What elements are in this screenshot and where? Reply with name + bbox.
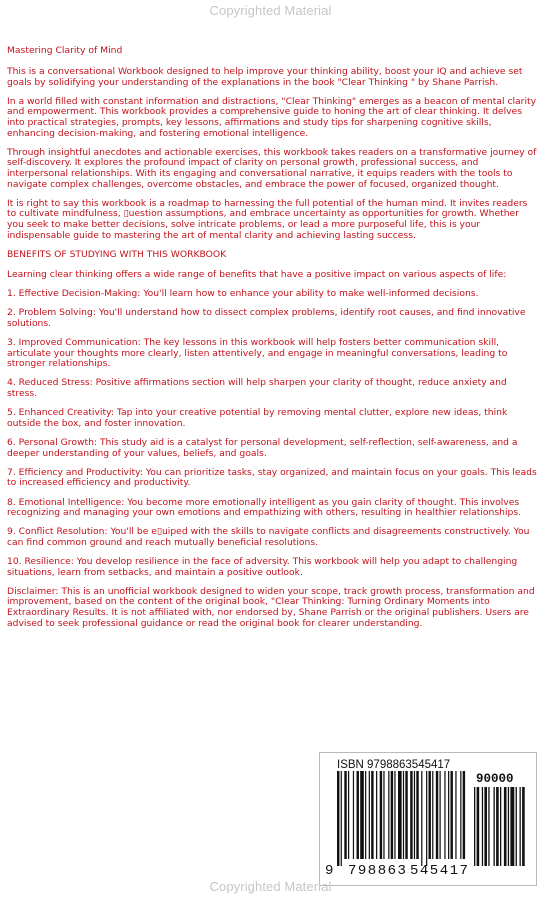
disclaimer-text: Disclaimer: This is an unofficial workbook designed to widen your scope, track growth process, transformation and improvement, based on the content of the original book, "Clear Thinking: Turning Ordinary Moments into Extraordinary Results. It is not affiliated with, nor endorsed by, Shane Parrish or the original publishers. Users are advised to seek professional guidance or read the original book for clearer understanding.	[7, 585, 535, 629]
copyright-watermark-top: Copyrighted Material	[209, 3, 332, 18]
barcode-bar	[380, 771, 382, 859]
barcode-digits-right: 545417	[410, 863, 470, 879]
benefit-item: 8. Emotional Intelligence: You become more emotionally intelligent as you gain clarity of thought. This involves recognizing and managing your own emotions and empathizing with others, resulting in healthier relationships.	[7, 496, 522, 519]
barcode-bar	[348, 771, 349, 859]
benefit-item: 10. Resilience: You develop resilience in the face of adversity. This workbook will help you adapt to challenging situations, learn from setbacks, and maintain a positive outlook.	[7, 556, 518, 578]
barcode-bar	[357, 771, 359, 859]
isbn-label: ISBN 9798863545417	[337, 759, 451, 771]
barcode-bar	[391, 771, 393, 859]
barcode-bar	[455, 771, 456, 859]
barcode-bar	[388, 771, 389, 859]
barcode-bar	[508, 787, 509, 866]
barcode-bar	[353, 771, 354, 859]
barcode-bar	[460, 771, 461, 859]
barcode-bar	[522, 787, 525, 866]
barcode-bar	[429, 771, 431, 859]
barcode-bar	[414, 771, 415, 859]
barcode-digit-first: 9	[325, 863, 334, 879]
benefits-intro: Learning clear thinking offers a wide range of benefits that have a positive impact on various aspects of life:	[7, 268, 507, 280]
barcode-bar	[383, 771, 384, 859]
benefit-item: 3. Improved Communication: The key lessons in this workbook will help fosters better communication skill, articulate your thoughts more clearly, listen attentively, and engage in meaningful conversations, leading to stronger relationships.	[7, 337, 508, 370]
barcode-bar	[500, 787, 501, 866]
barcode-bar	[432, 771, 433, 859]
barcode-bar	[369, 771, 370, 859]
barcode-bar	[450, 771, 452, 859]
benefit-item: 6. Personal Growth: This study aid is a catalyst for personal development, self-reflection, self-awareness, and a deeper understanding of your values, beliefs, and goals.	[7, 436, 518, 459]
benefits-heading: BENEFITS OF STUDYING WITH THIS WORKBOOK	[7, 248, 227, 260]
barcode-bar	[448, 771, 449, 859]
benefit-item: 2. Problem Solving: You'll understand how to dissect complex problems, identify root causes, and find innovative solutions.	[7, 307, 526, 329]
barcode-bar	[337, 771, 339, 866]
barcode-bar	[341, 771, 342, 866]
barcode-bar	[510, 787, 514, 866]
barcode-bar	[360, 771, 364, 859]
barcode-bar	[394, 771, 395, 859]
barcode-bar	[371, 771, 373, 859]
barcode-bar	[426, 771, 427, 866]
benefit-item: 4. Reduced Stress: Positive affirmations section will help sharpen your clarity of thought, reduce anxiety and stress.	[7, 377, 507, 399]
barcode-bar	[444, 771, 445, 859]
barcode-bar	[403, 771, 404, 859]
barcode-bar	[439, 771, 440, 859]
isbn-barcode	[319, 752, 537, 886]
barcode-bar	[421, 771, 422, 866]
barcode-bar	[496, 787, 499, 866]
barcode-bar	[520, 787, 521, 866]
barcode-bar	[504, 787, 507, 866]
barcode-digits-left: 798863	[348, 863, 408, 879]
barcode-bar	[416, 771, 418, 859]
barcode-bar	[376, 771, 377, 859]
barcode-bar	[365, 771, 366, 859]
barcode-bar	[398, 771, 402, 859]
intro-paragraph: This is a conversational Workbook designed to help improve your thinking ability, boost your IQ and achieve set goals by solidifying your understanding of the explanations in the book "Clear Thinking " by Shane Parrish.	[7, 66, 523, 88]
barcode-bar	[494, 787, 495, 866]
benefit-item: 9. Conflict Resolution: You'll be e▯uiped with the skills to navigate conflicts and disagreements constructively. You can find common ground and reach mutually beneficial resolutions.	[7, 526, 530, 548]
intro-paragraph: It is right to say this workbook is a roadmap to harnessing the full potential of the human mind. It invites readers to cultivate mindfulness, ▯uestion assumptions, and embrace uncertainty as opportunities for growth. Whether you seek to make better decisions, solve intricate problems, or lead a more purposeful life, this is your indispensable guide to mastering the art of mental clarity and achieving lasting success.	[7, 197, 528, 241]
barcode-bar	[463, 771, 465, 859]
benefit-item: 1. Effective Decision-Making: You'll learn how to enhance your ability to make well-informed decisions.	[7, 288, 479, 300]
barcode-bar	[516, 787, 517, 866]
book-title: Mastering Clarity of Mind	[7, 45, 123, 56]
barcode-bar	[436, 771, 438, 859]
barcode-bar	[482, 787, 483, 866]
barcode-bar	[405, 771, 407, 859]
benefit-item: 7. Efficiency and Productivity: You can prioritize tasks, stay organized, and maintain focus on your goals. This leads to increased efficiency and productivity.	[7, 466, 537, 489]
price-code: 90000	[476, 772, 514, 786]
barcode-bar	[474, 787, 475, 866]
benefit-item: 5. Enhanced Creativity: Tap into your creative potential by removing mental clutter, explore new ideas, think outside the box, and foster innovation.	[7, 407, 508, 429]
copyright-watermark-bottom: Copyrighted Material	[209, 879, 332, 894]
barcode-bar	[344, 771, 346, 859]
barcode-bar	[477, 787, 480, 866]
barcode-bar	[484, 787, 487, 866]
intro-paragraph: In a world filled with constant information and distractions, "Clear Thinking" emerges as a beacon of mental clarity and empowerment. This workbook provides a comprehensive guide to honing the art of clear thinking. It delves into practical strategies, prompts, key lessons, affirmations and study tips for sharpening cognitive skills, enhancing decision-making, and fostering emotional intelligence.	[7, 95, 537, 139]
barcode-bar	[488, 787, 489, 866]
intro-paragraph: Through insightful anecdotes and actionable exercises, this workbook takes readers on a transformative journey of self-discovery. It explores the profound impact of clarity on personal growth, professional success, and interpersonal relationships. With its engaging and conversational narrative, it equips readers with the tools to navigate complex challenges, overcome obstacles, and embrace the power of focused, organized thought.	[7, 146, 537, 190]
back-cover-description	[7, 46, 537, 638]
barcode-bar	[410, 771, 412, 859]
